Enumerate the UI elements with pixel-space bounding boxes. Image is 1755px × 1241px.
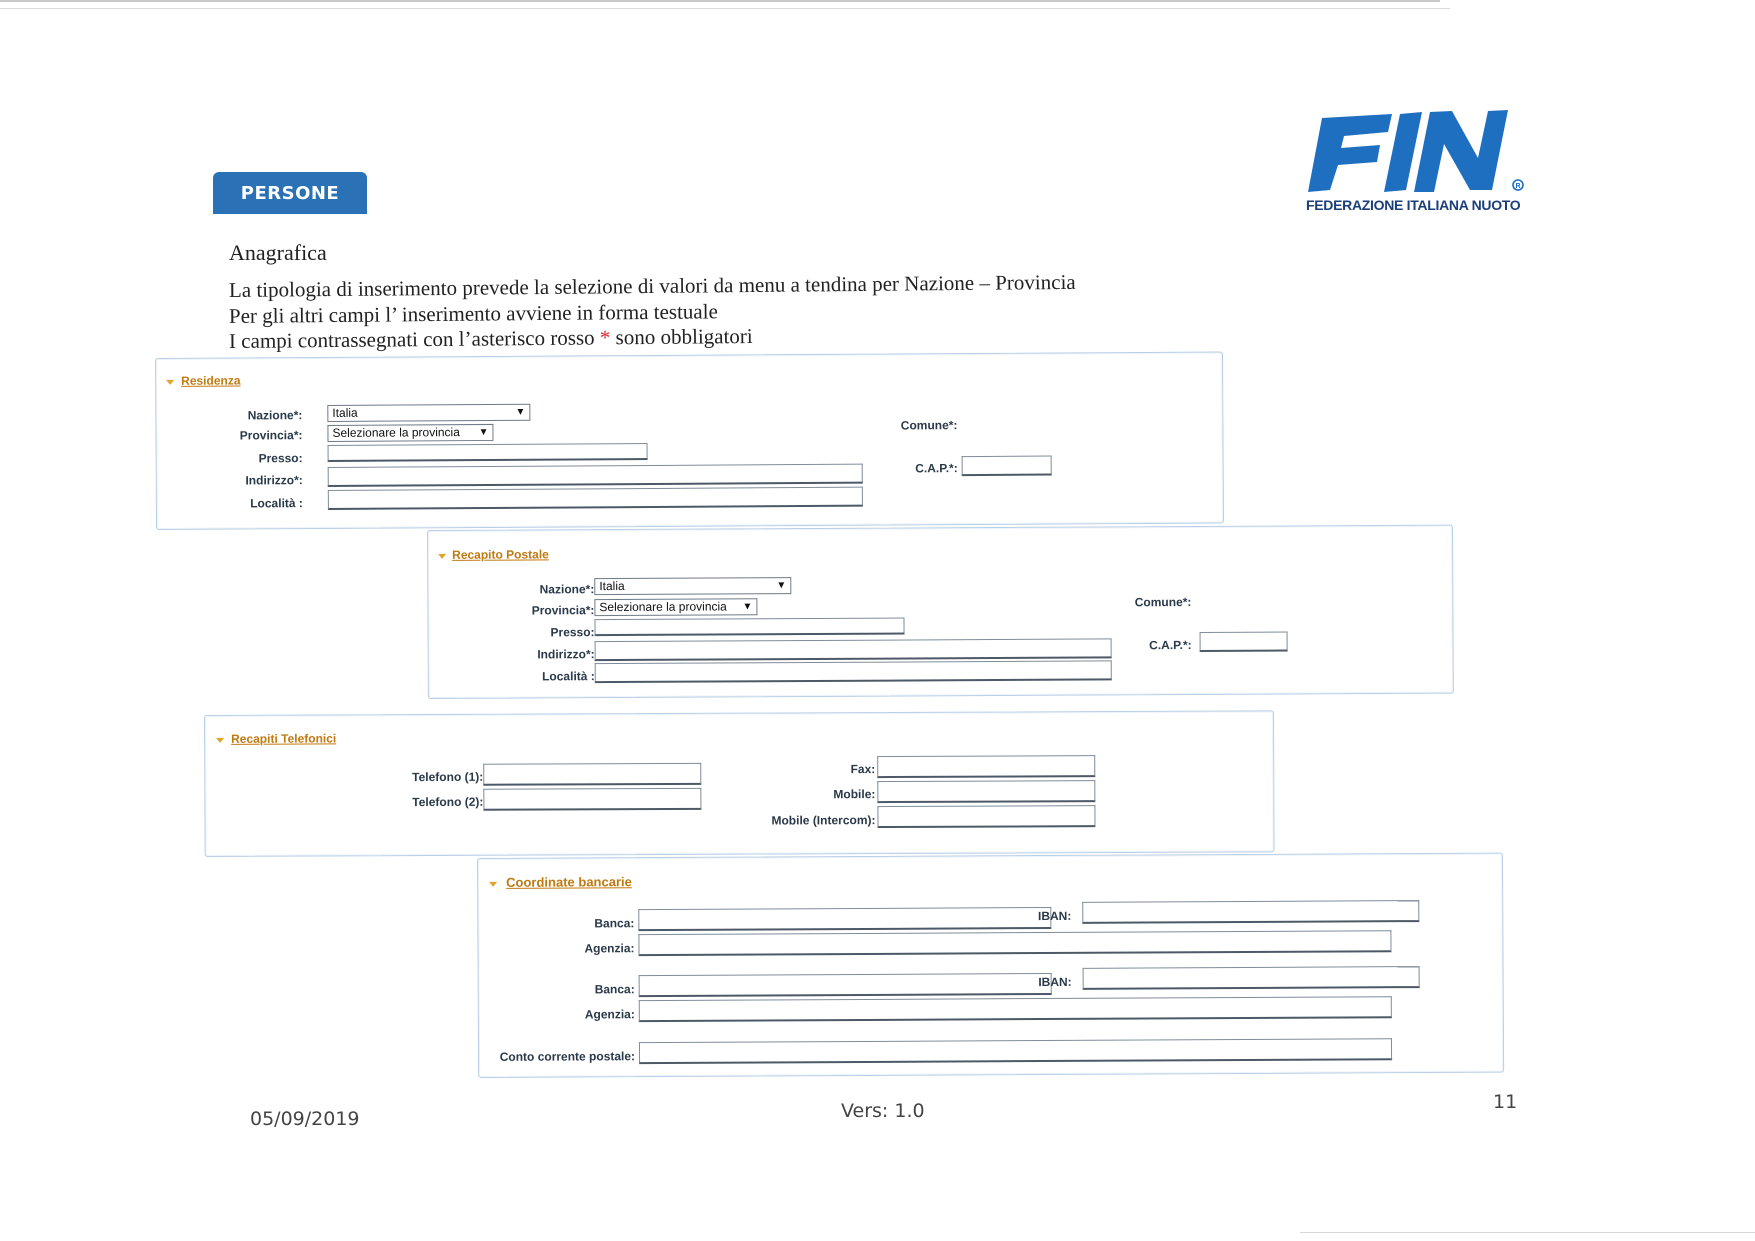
input-conto-corrente-postale[interactable] [639, 1038, 1392, 1064]
panel-residenza [155, 351, 1224, 530]
label-presso: Presso: [258, 451, 303, 466]
input-cap[interactable] [962, 456, 1052, 477]
label-comune: Comune*: [1134, 594, 1192, 610]
label-presso: Presso: [550, 625, 595, 640]
dropdown-caret-icon: ▼ [478, 426, 489, 439]
intro-line-required-pre: I campi contrassegnati con l’asterisco rosso [228, 325, 600, 353]
label-nazione: Nazione*: [247, 408, 303, 423]
scan-edge-top [0, 0, 1440, 2]
intro-line-text-fields: Per gli altri campi l’ inserimento avviene in forma testuale [228, 299, 718, 328]
panel-recapiti-telefonici [204, 710, 1275, 857]
panel-title-residenza[interactable]: Residenza [181, 373, 241, 388]
input-localita[interactable] [595, 660, 1112, 683]
input-indirizzo[interactable] [595, 638, 1112, 661]
label-localita: Località : [250, 496, 303, 511]
collapse-arrow-icon[interactable] [489, 882, 497, 887]
label-telefono-1: Telefono (1): [412, 769, 484, 785]
section-tab-persone: PERSONE [213, 172, 367, 214]
label-provincia: Provincia*: [239, 428, 303, 443]
panel-title-recapito-postale[interactable]: Recapito Postale [452, 547, 549, 562]
footer-date: 05/09/2019 [250, 1108, 360, 1130]
collapse-arrow-icon[interactable] [438, 554, 446, 559]
label-fax: Fax: [850, 762, 876, 777]
input-indirizzo[interactable] [328, 464, 863, 487]
panel-title-recapiti-telefonici[interactable]: Recapiti Telefonici [231, 731, 337, 746]
input-banca-1[interactable] [638, 907, 1051, 931]
required-asterisk: * [599, 325, 611, 350]
scan-edge-bottom [1300, 1232, 1755, 1233]
label-indirizzo: Indirizzo*: [537, 647, 595, 662]
footer-version: Vers: 1.0 [841, 1100, 925, 1122]
label-provincia: Provincia*: [531, 603, 595, 618]
scan-edge-top-2 [0, 8, 1450, 9]
label-mobile: Mobile: [833, 787, 876, 802]
panel-recapito-postale [427, 525, 1454, 699]
input-localita[interactable] [328, 487, 863, 510]
select-nazione-value: Italia [599, 578, 625, 594]
input-mobile[interactable] [877, 780, 1095, 803]
input-presso[interactable] [328, 443, 648, 462]
input-banca-2[interactable] [639, 973, 1052, 997]
footer-page-number: 11 [1493, 1091, 1518, 1113]
input-fax[interactable] [877, 755, 1095, 778]
svg-text:R: R [1515, 183, 1521, 190]
collapse-arrow-icon[interactable] [216, 738, 224, 743]
input-telefono-2[interactable] [483, 788, 701, 811]
intro-line-required-post: sono obbligatori [610, 323, 753, 350]
label-telefono-2: Telefono (2): [412, 794, 484, 810]
select-nazione-value: Italia [332, 405, 358, 420]
label-comune: Comune*: [900, 418, 958, 433]
logo-subtitle: FEDERAZIONE ITALIANA NUOTO [1306, 197, 1521, 213]
input-cap[interactable] [1200, 631, 1288, 651]
dropdown-caret-icon: ▼ [515, 406, 526, 418]
label-conto-corrente-postale: Conto corrente postale: [499, 1049, 636, 1064]
collapse-arrow-icon[interactable] [166, 380, 174, 385]
select-provincia-value: Selezionare la provincia [599, 599, 727, 615]
input-iban-2[interactable] [1083, 966, 1420, 990]
input-agenzia-1[interactable] [638, 930, 1391, 956]
dropdown-caret-icon: ▼ [776, 580, 787, 592]
label-agenzia-2: Agenzia: [584, 1007, 635, 1022]
input-presso[interactable] [594, 618, 904, 637]
select-provincia[interactable] [594, 598, 757, 616]
panel-title-coordinate-bancarie[interactable]: Coordinate bancarie [506, 874, 632, 890]
label-agenzia-1: Agenzia: [584, 941, 635, 956]
label-cap: C.A.P.*: [1149, 637, 1192, 653]
label-iban-2: IBAN: [1038, 974, 1072, 990]
label-mobile-intercom: Mobile (Intercom): [771, 813, 876, 828]
select-provincia-value: Selezionare la provincia [332, 425, 460, 440]
input-iban-1[interactable] [1082, 900, 1419, 924]
label-nazione: Nazione*: [539, 582, 595, 597]
label-banca-1: Banca: [594, 916, 635, 931]
select-provincia[interactable] [327, 424, 493, 442]
label-banca-2: Banca: [594, 982, 635, 997]
page-heading: Anagrafica [229, 240, 327, 265]
label-cap: C.A.P.*: [915, 461, 958, 476]
label-indirizzo: Indirizzo*: [245, 473, 303, 488]
input-mobile-intercom[interactable] [877, 805, 1095, 828]
intro-line-dropdowns: La tipologia di inserimento prevede la selezione di valori da menu a tendina per Nazione – Provincia [228, 269, 1076, 302]
select-nazione[interactable] [594, 577, 791, 595]
select-nazione[interactable] [327, 404, 530, 422]
dropdown-caret-icon: ▼ [742, 601, 753, 613]
intro-line-required [229, 324, 753, 354]
input-agenzia-2[interactable] [639, 996, 1392, 1022]
label-iban-1: IBAN: [1037, 908, 1072, 924]
label-localita: Località : [542, 669, 595, 684]
panel-coordinate-bancarie [477, 853, 1504, 1078]
input-telefono-1[interactable] [483, 763, 701, 786]
